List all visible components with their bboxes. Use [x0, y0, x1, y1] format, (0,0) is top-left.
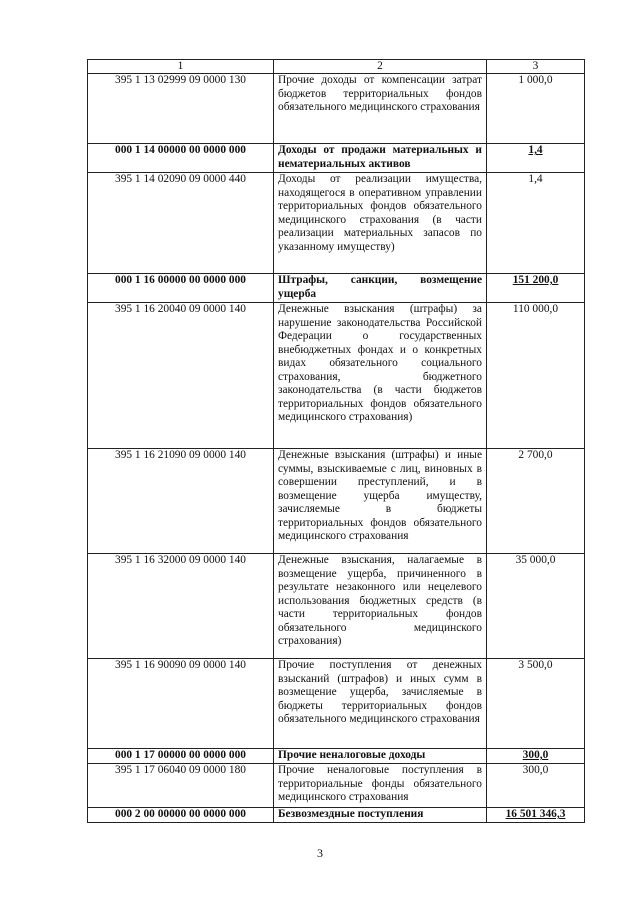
budget-code: 000 1 14 00000 00 0000 000 — [88, 144, 274, 173]
amount: 151 200,0 — [487, 274, 585, 303]
revenue-name: Доходы от реализации имущества, находящегося в оперативном управлении территориальных фондов обязательного медицинского страхования (в части реализации материальных запасов по указанному имуществу) — [274, 173, 487, 274]
amount: 110 000,0 — [487, 303, 585, 449]
table-row — [88, 659, 585, 749]
budget-code: 395 1 13 02999 09 0000 130 — [88, 74, 274, 144]
budget-code: 395 1 16 20040 09 0000 140 — [88, 303, 274, 449]
revenue-name: Денежные взыскания (штрафы) и иные суммы, взыскиваемые с лиц, виновных в совершении преступлений, и в возмещение ущерба имуществу, зачисляемые в бюджеты территориальных фондов обязательного медицинского страхования — [274, 449, 487, 554]
table-row — [88, 274, 585, 303]
budget-code: 395 1 14 02090 09 0000 440 — [88, 173, 274, 274]
table-row — [88, 764, 585, 808]
budget-code: 000 1 16 00000 00 0000 000 — [88, 274, 274, 303]
budget-code: 395 1 16 21090 09 0000 140 — [88, 449, 274, 554]
revenue-name: Доходы от продажи материальных и нематериальных активов — [274, 144, 487, 173]
budget-code: 000 1 17 00000 00 0000 000 — [88, 749, 274, 764]
revenue-name: Прочие доходы от компенсации затрат бюджетов территориальных фондов обязательного медицинского страхования — [274, 74, 487, 144]
revenue-name: Безвозмездные поступления — [274, 808, 487, 823]
amount: 35 000,0 — [487, 554, 585, 659]
budget-code: 395 1 16 32000 09 0000 140 — [88, 554, 274, 659]
amount: 16 501 346,3 — [487, 808, 585, 823]
table-body — [88, 74, 585, 823]
amount: 1,4 — [487, 144, 585, 173]
table-row — [88, 808, 585, 823]
amount: 3 500,0 — [487, 659, 585, 749]
budget-code: 395 1 17 06040 09 0000 180 — [88, 764, 274, 808]
page-number: 3 — [317, 846, 323, 860]
table-row — [88, 303, 585, 449]
amount: 300,0 — [487, 764, 585, 808]
budget-code: 395 1 16 90090 09 0000 140 — [88, 659, 274, 749]
table-row — [88, 449, 585, 554]
amount: 1,4 — [487, 173, 585, 274]
amount: 300,0 — [487, 749, 585, 764]
revenue-table — [87, 59, 585, 823]
amount: 1 000,0 — [487, 74, 585, 144]
column-1-header: 1 — [88, 60, 274, 74]
revenue-name: Прочие неналоговые доходы — [274, 749, 487, 764]
table-header-row — [88, 60, 585, 74]
column-2-header: 2 — [274, 60, 487, 74]
revenue-name: Прочие неналоговые поступления в территориальные фонды обязательного медицинского страхования — [274, 764, 487, 808]
table-row — [88, 173, 585, 274]
budget-code: 000 2 00 00000 00 0000 000 — [88, 808, 274, 823]
table-row — [88, 749, 585, 764]
table-row — [88, 144, 585, 173]
table-row — [88, 74, 585, 144]
revenue-name: Прочие поступления от денежных взысканий (штрафов) и иных сумм в возмещение ущерба, зачисляемые в бюджеты территориальных фондов обязательного медицинского страхования — [274, 659, 487, 749]
revenue-name: Денежные взыскания, налагаемые в возмещение ущерба, причиненного в результате незаконного или нецелевого использования бюджетных средств (в части территориальных фондов обязательного медицинского страхования) — [274, 554, 487, 659]
revenue-name: Штрафы, санкции, возмещение ущерба — [274, 274, 487, 303]
revenue-name: Денежные взыскания (штрафы) за нарушение законодательства Российской Федерации о государственных внебюджетных фондах и о конкретных видах обязательного социального страхования, бюджетного законодательства (в части бюджетов территориальных фондов обязательного медицинского страхования) — [274, 303, 487, 449]
amount: 2 700,0 — [487, 449, 585, 554]
column-3-header: 3 — [487, 60, 585, 74]
table-row — [88, 554, 585, 659]
